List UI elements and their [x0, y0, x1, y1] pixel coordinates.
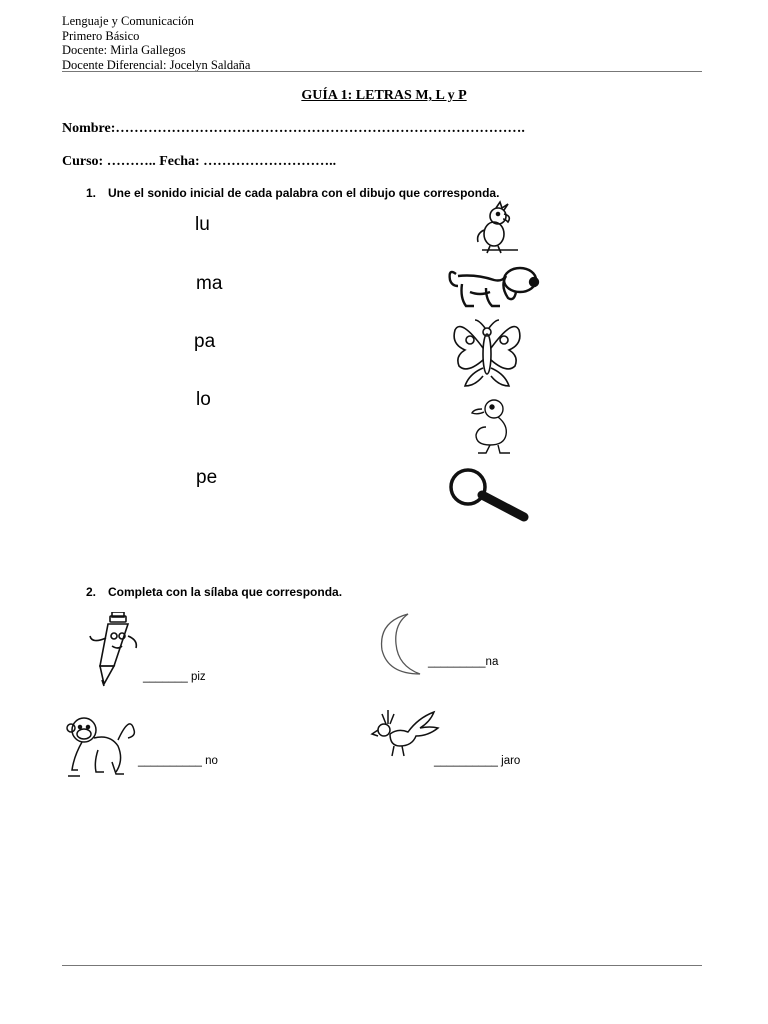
syllable-ma: ma	[196, 273, 223, 294]
header-divider	[62, 71, 702, 72]
moon-icon[interactable]	[374, 612, 426, 678]
exercise1-text: Une el sonido inicial de cada palabra con el dibujo que corresponda.	[108, 186, 500, 200]
header-block	[62, 14, 250, 72]
exercise2-text: Completa con la sílaba que corresponda.	[108, 585, 343, 599]
exercise1-instruction	[86, 186, 499, 200]
duck-icon[interactable]	[468, 393, 518, 459]
blank-na[interactable]: _________na	[428, 656, 499, 668]
subject-text: Lenguaje y Comunicación	[62, 14, 194, 28]
curso-fecha-field[interactable]: Curso: ……….. Fecha: ………………………..	[62, 154, 337, 169]
blank-piz[interactable]: _______ piz	[143, 671, 206, 683]
nombre-field[interactable]: Nombre:…………………………………………………………………………….	[62, 121, 525, 136]
syllable-pe: pe	[196, 467, 218, 488]
exercise1-number: 1.	[86, 186, 97, 200]
exercise2-instruction	[86, 585, 342, 599]
syllable-lu: lu	[195, 214, 210, 235]
butterfly-icon[interactable]	[452, 318, 522, 390]
syllable-lo: lo	[196, 389, 211, 410]
syllable-pa: pa	[194, 331, 216, 352]
blank-no[interactable]: __________ no	[138, 755, 218, 767]
footer-divider	[62, 965, 702, 966]
blank-jaro[interactable]: __________ jaro	[434, 755, 521, 767]
page-title: GUÍA 1: LETRAS M, L y P	[301, 88, 467, 103]
magnifier-icon[interactable]	[446, 465, 530, 525]
parrot-icon[interactable]	[468, 200, 520, 256]
monkey-icon[interactable]	[64, 710, 140, 782]
diff-teacher-text: Docente Diferencial: Jocelyn Saldaña	[62, 57, 251, 72]
exercise2-number: 2.	[86, 585, 97, 599]
grade-text: Primero Básico	[62, 28, 140, 43]
teacher-text: Docente: Mirla Gallegos	[62, 43, 186, 57]
pencil-icon[interactable]	[80, 612, 140, 690]
dog-icon[interactable]	[446, 262, 546, 312]
bird-icon[interactable]	[370, 706, 440, 760]
